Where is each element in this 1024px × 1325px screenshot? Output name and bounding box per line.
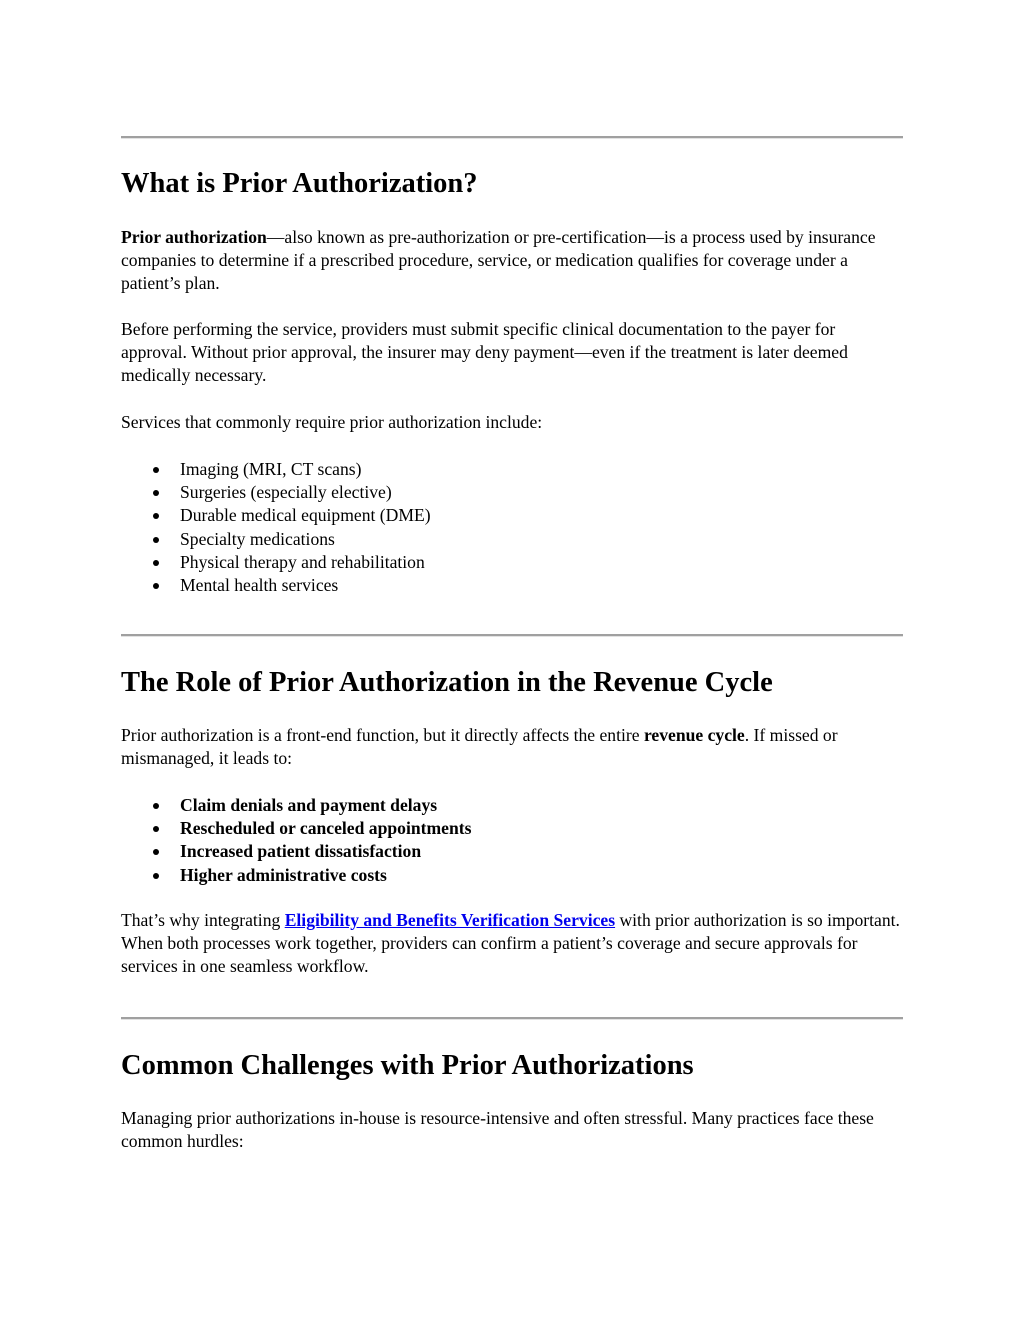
paragraph-challenges-intro: Managing prior authorizations in-house is resource-intensive and often stressful. Many practices face these common hurdles:	[121, 1108, 874, 1152]
list-item: Mental health services	[121, 574, 431, 597]
text-segment: with prior authorization is so important. When both processes work together, providers can confirm a patient’s coverage and secure approvals for services in one seamless workflow.	[121, 910, 900, 977]
text-segment: That’s why integrating	[121, 910, 285, 930]
paragraph-definition	[121, 226, 905, 296]
list-item: Rescheduled or canceled appointments	[121, 817, 471, 840]
paragraph-integration	[121, 909, 905, 979]
horizontal-rule-3	[121, 1017, 903, 1020]
heading-role-in-revenue-cycle: The Role of Prior Authorization in the Revenue Cycle	[121, 667, 773, 698]
horizontal-rule-1	[121, 136, 903, 139]
list-item: Increased patient dissatisfaction	[121, 840, 471, 863]
paragraph-documentation: Before performing the service, providers must submit specific clinical documentation to the payer for approval. Without prior approval, the insurer may deny payment—even if the treatment is later deemed medically necessary.	[121, 319, 848, 386]
definition-text: —also known as pre-authorization or pre-certification—is a process used by insurance companies to determine if a prescribed procedure, service, or medication qualifies for coverage under a patient’s plan.	[121, 227, 876, 294]
consequences-list	[121, 794, 471, 887]
text-segment: . If missed or mismanaged, it leads to:	[121, 725, 838, 769]
heading-what-is-prior-authorization: What is Prior Authorization?	[121, 168, 478, 199]
paragraph-services-intro: Services that commonly require prior authorization include:	[121, 412, 543, 432]
list-item: Higher administrative costs	[121, 864, 471, 887]
list-item: Specialty medications	[121, 528, 431, 551]
list-item: Claim denials and payment delays	[121, 794, 471, 817]
term-revenue-cycle: revenue cycle	[643, 725, 745, 745]
list-item: Physical therapy and rehabilitation	[121, 551, 431, 574]
horizontal-rule-2	[121, 634, 903, 637]
list-item: Surgeries (especially elective)	[121, 481, 431, 504]
paragraph-front-end-function	[121, 724, 905, 770]
eligibility-verification-link[interactable]: Eligibility and Benefits Verification Services	[284, 910, 616, 930]
list-item: Durable medical equipment (DME)	[121, 504, 431, 527]
list-item: Imaging (MRI, CT scans)	[121, 458, 431, 481]
term-prior-authorization: Prior authorization	[121, 227, 267, 247]
services-list	[121, 458, 431, 597]
heading-common-challenges: Common Challenges with Prior Authorizations	[121, 1050, 694, 1081]
text-segment: Prior authorization is a front-end function, but it directly affects the entire	[121, 725, 644, 745]
